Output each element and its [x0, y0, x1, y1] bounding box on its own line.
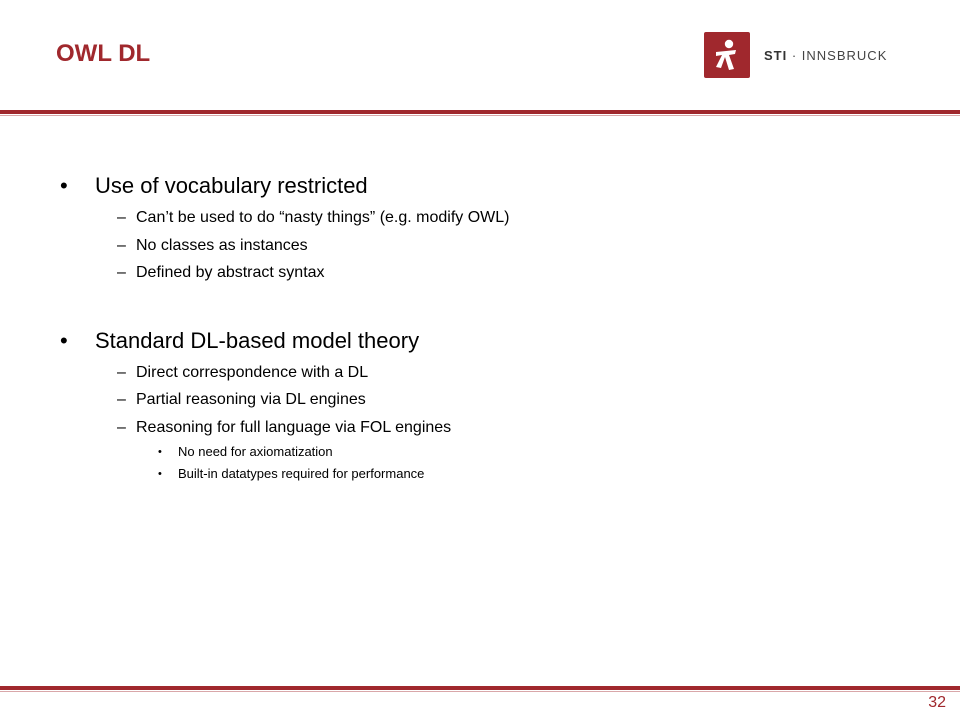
- sti-innsbruck-logo: [704, 32, 887, 78]
- sub-bullet-partial-reasoning: – Partial reasoning via DL engines: [60, 386, 920, 414]
- figure-icon: [712, 38, 742, 72]
- slide-body: [60, 170, 920, 485]
- page-number: 32: [928, 694, 946, 711]
- sub-sub-bullet-axiomatization: • No need for axiomatization: [60, 441, 920, 463]
- sub-bullet-direct-correspondence: – Direct correspondence with a DL: [60, 359, 920, 387]
- logo-separator: ·: [787, 47, 802, 63]
- header-divider: [0, 110, 960, 114]
- logo-brand: STI: [764, 47, 788, 63]
- slide-title: OWL DL: [56, 40, 151, 67]
- header-divider-shadow: [0, 115, 960, 116]
- footer-divider: [0, 686, 960, 690]
- footer-divider-shadow: [0, 691, 960, 692]
- logo-text: [764, 48, 887, 63]
- sub-sub-bullet-datatypes: • Built-in datatypes required for performance: [60, 463, 920, 485]
- sti-logo-icon: [704, 32, 750, 78]
- sub-bullet-full-language-reasoning: – Reasoning for full language via FOL engines: [60, 414, 920, 442]
- logo-location: INNSBRUCK: [801, 47, 888, 63]
- sub-bullet-abstract-syntax: – Defined by abstract syntax: [60, 259, 920, 287]
- sub-bullet-nasty-things: – Can’t be used to do “nasty things” (e.g. modify OWL): [60, 204, 920, 232]
- bullet-model-theory: • Standard DL-based model theory: [60, 325, 920, 357]
- sub-bullet-no-classes-as-instances: – No classes as instances: [60, 232, 920, 260]
- bullet-vocabulary-restricted: • Use of vocabulary restricted: [60, 170, 920, 202]
